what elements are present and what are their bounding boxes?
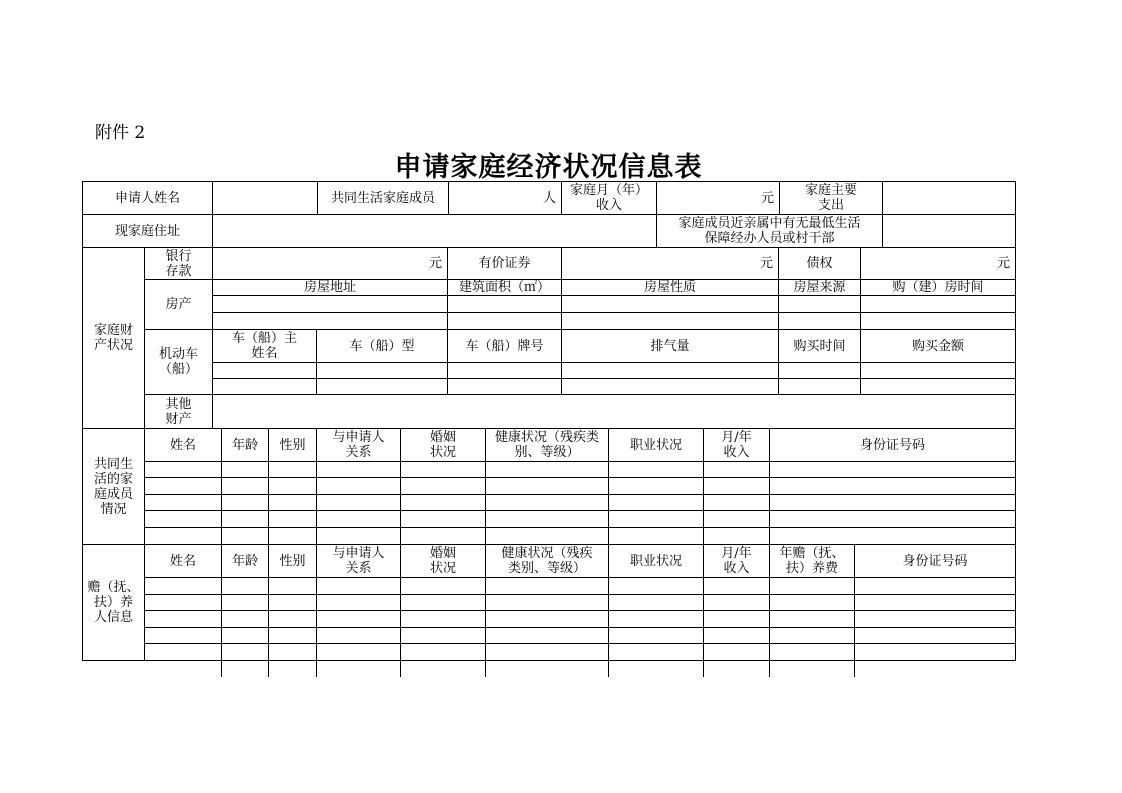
member-row-cell[interactable]	[704, 462, 770, 478]
member-row-cell[interactable]	[269, 495, 317, 511]
attachment-label: 附件 2	[95, 123, 146, 143]
dependent-row-cell[interactable]	[486, 628, 609, 644]
vehicle-header-type: 车（船）型	[317, 330, 448, 363]
house-row-cell[interactable]	[448, 296, 562, 313]
member-header-3: 与申请人 关系	[317, 429, 401, 462]
dependent-row-cell[interactable]	[269, 578, 317, 595]
dependent-row-cell[interactable]	[401, 661, 486, 677]
info-table	[82, 181, 1016, 661]
vehicle-row-cell[interactable]	[213, 363, 317, 379]
dependent-row-cell[interactable]	[704, 595, 770, 611]
dependent-row-cell[interactable]	[145, 595, 222, 611]
income-label: 家庭月（年） 收入	[562, 182, 657, 215]
other-property-label: 其他 财产	[145, 395, 213, 429]
dependent-row-cell[interactable]	[401, 595, 486, 611]
claims-label: 债权	[779, 248, 861, 280]
member-row-cell[interactable]	[317, 511, 401, 528]
member-row-cell[interactable]	[486, 528, 609, 545]
member-row-cell[interactable]	[770, 495, 1015, 511]
dependent-row-cell[interactable]	[317, 644, 401, 661]
member-row-cell[interactable]	[609, 511, 704, 528]
dependent-row-cell[interactable]	[269, 644, 317, 661]
dependents-section-label: 赡（抚、 扶）养 人信息	[83, 545, 145, 660]
dependent-row-cell[interactable]	[855, 595, 1015, 611]
dependent-row-cell[interactable]	[222, 661, 269, 677]
dependent-row-cell[interactable]	[486, 611, 609, 628]
dependent-row-cell[interactable]	[401, 644, 486, 661]
member-row-cell[interactable]	[145, 478, 222, 495]
dependent-row-cell[interactable]	[486, 644, 609, 661]
dependent-row-cell[interactable]	[609, 595, 704, 611]
member-row-cell[interactable]	[222, 495, 269, 511]
dependent-row-cell[interactable]	[704, 628, 770, 644]
dependent-row-cell[interactable]	[145, 611, 222, 628]
relatives-field[interactable]	[883, 215, 1015, 248]
member-row-cell[interactable]	[269, 528, 317, 545]
dependent-row-cell[interactable]	[269, 595, 317, 611]
dependent-row-cell[interactable]	[222, 595, 269, 611]
dependent-row-cell[interactable]	[269, 661, 317, 677]
house-row-cell[interactable]	[779, 296, 861, 313]
member-row-cell[interactable]	[401, 462, 486, 478]
dependent-row-cell[interactable]	[609, 628, 704, 644]
dependent-row-cell[interactable]	[269, 611, 317, 628]
securities-label: 有价证券	[448, 248, 562, 280]
vehicle-row-cell[interactable]	[562, 363, 779, 379]
member-row-cell[interactable]	[704, 478, 770, 495]
dependent-row-cell[interactable]	[486, 661, 609, 677]
dependent-row-cell[interactable]	[317, 578, 401, 595]
dependent-row-cell[interactable]	[401, 578, 486, 595]
vehicle-row-cell[interactable]	[213, 379, 317, 395]
dependent-row-cell[interactable]	[317, 628, 401, 644]
member-row-cell[interactable]	[704, 495, 770, 511]
dependent-row-cell[interactable]	[401, 628, 486, 644]
member-row-cell[interactable]	[145, 462, 222, 478]
member-header-6: 职业状况	[609, 429, 704, 462]
address-field[interactable]	[213, 215, 657, 248]
member-header-1: 年龄	[222, 429, 269, 462]
bank-deposit-field[interactable]: 元	[213, 248, 448, 280]
dependent-row-cell[interactable]	[486, 578, 609, 595]
dependent-header-4: 婚姻 状况	[401, 545, 486, 578]
relatives-label: 家庭成员近亲属中有无最低生活 保障经办人员或村干部	[657, 215, 883, 248]
house-header-address: 房屋地址	[213, 280, 448, 296]
dependent-header-1: 年龄	[222, 545, 269, 578]
member-row-cell[interactable]	[269, 462, 317, 478]
dependent-row-cell[interactable]	[145, 661, 222, 677]
member-row-cell[interactable]	[770, 462, 1015, 478]
house-header-time: 购（建）房时间	[861, 280, 1015, 296]
dependent-header-6: 职业状况	[609, 545, 704, 578]
member-row-cell[interactable]	[222, 528, 269, 545]
vehicle-row-cell[interactable]	[317, 379, 448, 395]
house-row-cell[interactable]	[213, 296, 448, 313]
member-row-cell[interactable]	[317, 478, 401, 495]
member-row-cell[interactable]	[401, 478, 486, 495]
member-row-cell[interactable]	[317, 495, 401, 511]
address-label: 现家庭住址	[83, 215, 213, 248]
vehicle-header-purchase-time: 购买时间	[779, 330, 861, 363]
dependent-row-cell[interactable]	[609, 578, 704, 595]
member-header-8: 身份证号码	[770, 429, 1015, 462]
member-row-cell[interactable]	[704, 511, 770, 528]
member-row-cell[interactable]	[609, 495, 704, 511]
house-row-cell[interactable]	[448, 313, 562, 330]
dependent-row-cell[interactable]	[609, 611, 704, 628]
member-row-cell[interactable]	[401, 495, 486, 511]
dependent-row-cell[interactable]	[770, 595, 855, 611]
dependent-row-cell[interactable]	[609, 644, 704, 661]
dependent-row-cell[interactable]	[222, 578, 269, 595]
dependent-row-cell[interactable]	[145, 578, 222, 595]
other-property-field[interactable]	[213, 395, 1015, 429]
dependent-row-cell[interactable]	[770, 661, 855, 677]
member-row-cell[interactable]	[145, 528, 222, 545]
members-section-label: 共同生 活的家 庭成员 情况	[83, 429, 145, 545]
assets-section-label: 家庭财 产状况	[83, 248, 145, 429]
member-row-cell[interactable]	[222, 511, 269, 528]
house-header-area: 建筑面积（㎡）	[448, 280, 562, 296]
dependent-header-8: 年赡（抚、 扶）养费	[770, 545, 855, 578]
member-row-cell[interactable]	[401, 528, 486, 545]
member-header-0: 姓名	[145, 429, 222, 462]
house-header-source: 房屋来源	[779, 280, 861, 296]
vehicle-row-cell[interactable]	[779, 379, 861, 395]
vehicle-row-cell[interactable]	[448, 379, 562, 395]
member-header-7: 月/年 收入	[704, 429, 770, 462]
member-row-cell[interactable]	[770, 528, 1015, 545]
member-row-cell[interactable]	[609, 528, 704, 545]
vehicle-row-cell[interactable]	[448, 363, 562, 379]
dependent-row-cell[interactable]	[222, 628, 269, 644]
member-row-cell[interactable]	[145, 495, 222, 511]
member-row-cell[interactable]	[269, 511, 317, 528]
member-row-cell[interactable]	[145, 511, 222, 528]
income-field[interactable]: 元	[657, 182, 780, 215]
securities-field[interactable]: 元	[562, 248, 779, 280]
member-row-cell[interactable]	[401, 511, 486, 528]
dependent-row-cell[interactable]	[317, 595, 401, 611]
dependent-row-cell[interactable]	[145, 628, 222, 644]
member-header-4: 婚姻 状况	[401, 429, 486, 462]
dependent-header-7: 月/年 收入	[704, 545, 770, 578]
dependent-row-cell[interactable]	[401, 611, 486, 628]
dependent-row-cell[interactable]	[269, 628, 317, 644]
member-row-cell[interactable]	[609, 462, 704, 478]
applicant-name-field[interactable]	[213, 182, 318, 215]
vehicle-row-cell[interactable]	[779, 363, 861, 379]
member-header-2: 性别	[269, 429, 317, 462]
member-row-cell[interactable]	[222, 478, 269, 495]
member-row-cell[interactable]	[770, 478, 1015, 495]
dependent-header-2: 性别	[269, 545, 317, 578]
dependent-row-cell[interactable]	[317, 611, 401, 628]
form-title: 申请家庭经济状况信息表	[394, 152, 703, 183]
vehicle-row-cell[interactable]	[861, 379, 1015, 395]
dependent-header-9: 身份证号码	[855, 545, 1015, 578]
member-header-5: 健康状况（残疾类 别、等级）	[486, 429, 609, 462]
applicant-name-label: 申请人姓名	[83, 182, 213, 215]
expense-field[interactable]	[883, 182, 1015, 215]
member-row-cell[interactable]	[609, 478, 704, 495]
member-row-cell[interactable]	[222, 462, 269, 478]
member-row-cell[interactable]	[704, 528, 770, 545]
dependent-row-cell[interactable]	[704, 611, 770, 628]
member-row-cell[interactable]	[317, 462, 401, 478]
house-row-cell[interactable]	[779, 313, 861, 330]
dependent-row-cell[interactable]	[222, 644, 269, 661]
members-count-field[interactable]: 人	[449, 182, 562, 215]
member-row-cell[interactable]	[269, 478, 317, 495]
member-row-cell[interactable]	[317, 528, 401, 545]
dependent-row-cell[interactable]	[770, 578, 855, 595]
dependent-row-cell[interactable]	[609, 661, 704, 677]
dependent-row-cell[interactable]	[317, 661, 401, 677]
members-count-label: 共同生活家庭成员	[318, 182, 449, 215]
dependent-row-cell[interactable]	[855, 611, 1015, 628]
vehicle-header-amount: 购买金额	[861, 330, 1015, 363]
dependent-header-5: 健康状况（残疾 类别、等级）	[486, 545, 609, 578]
vehicle-row-cell[interactable]	[562, 379, 779, 395]
expense-label: 家庭主要 支出	[780, 182, 883, 215]
member-row-cell[interactable]	[486, 511, 609, 528]
member-row-cell[interactable]	[770, 511, 1015, 528]
dependent-row-cell[interactable]	[486, 595, 609, 611]
dependent-row-cell[interactable]	[770, 644, 855, 661]
house-row-cell[interactable]	[562, 296, 779, 313]
house-row-cell[interactable]	[861, 296, 1015, 313]
dependent-header-3: 与申请人 关系	[317, 545, 401, 578]
dependent-header-0: 姓名	[145, 545, 222, 578]
dependent-row-cell[interactable]	[222, 611, 269, 628]
vehicle-header-displacement: 排气量	[562, 330, 779, 363]
member-row-cell[interactable]	[486, 478, 609, 495]
dependent-row-cell[interactable]	[704, 644, 770, 661]
member-row-cell[interactable]	[486, 462, 609, 478]
dependent-row-cell[interactable]	[855, 628, 1015, 644]
vehicle-row-cell[interactable]	[861, 363, 1015, 379]
vehicle-header-owner: 车（船）主 姓名	[213, 330, 317, 363]
claims-field[interactable]: 元	[861, 248, 1015, 280]
member-row-cell[interactable]	[486, 495, 609, 511]
vehicle-header-plate: 车（船）牌号	[448, 330, 562, 363]
house-label: 房产	[145, 280, 213, 330]
dependent-row-cell[interactable]	[145, 644, 222, 661]
dependent-row-cell[interactable]	[855, 661, 1015, 677]
house-row-cell[interactable]	[861, 313, 1015, 330]
dependent-row-cell[interactable]	[770, 611, 855, 628]
dependent-row-cell[interactable]	[855, 644, 1015, 661]
bank-deposit-label: 银行 存款	[145, 248, 213, 280]
dependent-row-cell[interactable]	[855, 578, 1015, 595]
vehicle-label: 机动车 （船）	[145, 330, 213, 395]
vehicle-row-cell[interactable]	[317, 363, 448, 379]
dependent-row-cell[interactable]	[770, 628, 855, 644]
dependent-row-cell[interactable]	[704, 578, 770, 595]
dependent-row-cell[interactable]	[704, 661, 770, 677]
house-row-cell[interactable]	[562, 313, 779, 330]
house-row-cell[interactable]	[213, 313, 448, 330]
house-header-nature: 房屋性质	[562, 280, 779, 296]
